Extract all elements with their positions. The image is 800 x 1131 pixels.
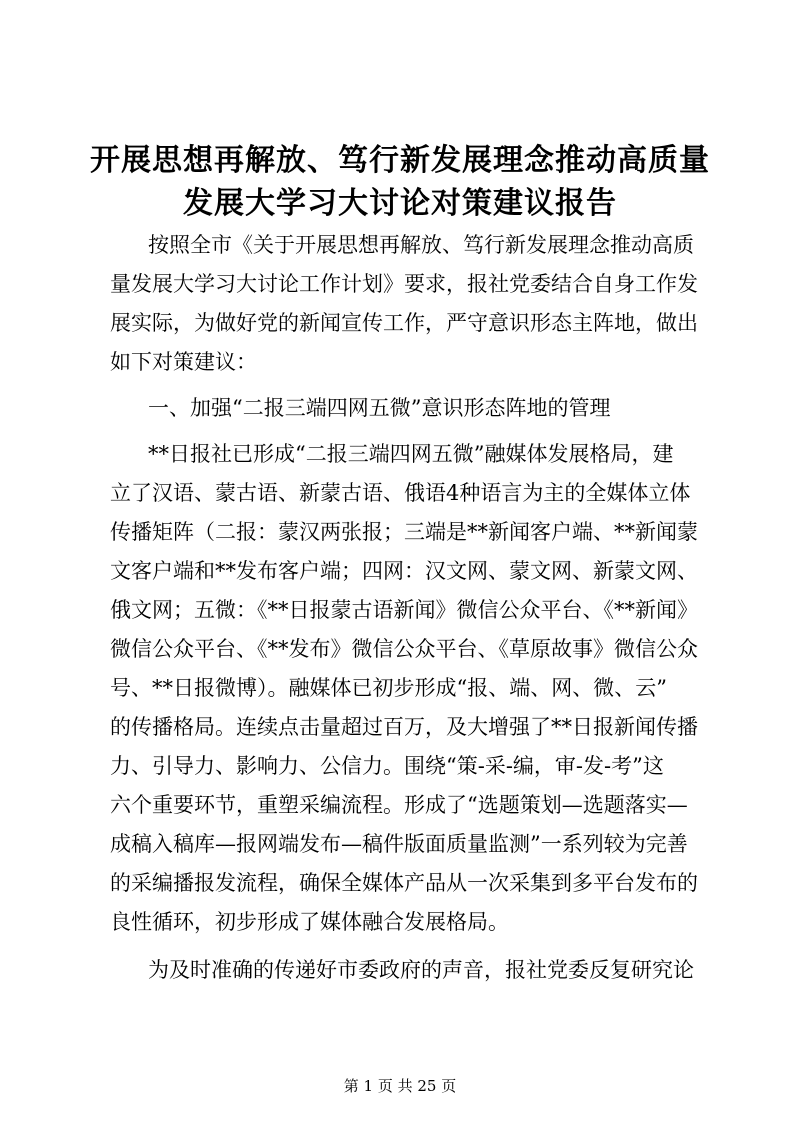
paragraph-line: 量发展大学习大讨论工作计划》要求，报社党委结合自身工作发 — [110, 272, 698, 296]
paragraph-line: 按照全市《关于开展思想再解放、笃行新发展理念推动高质 — [148, 233, 694, 257]
document-title-line-1: 开展思想再解放、笃行新发展理念推动高质量 — [90, 143, 710, 178]
paragraph-line: 为及时准确的传递好市委政府的声音，报社党委反复研究论 — [148, 958, 694, 982]
paragraph-line: 力、引导力、影响力、公信力。围绕“策-采-编，审-发-考”这 — [110, 754, 664, 778]
section-heading: 一、加强“二报三端四网五微”意识形态阵地的管理 — [148, 396, 611, 420]
paragraph-line: 成稿入稿库—报网端发布—稿件版面质量监测”一系列较为完善 — [110, 832, 688, 856]
paragraph-line: 的采编播报发流程，确保全媒体产品从一次采集到多平台发布的 — [110, 871, 698, 895]
paragraph-line: 展实际，为做好党的新闻宣传工作，严守意识形态主阵地，做出 — [110, 311, 698, 335]
paragraph-line: 如下对策建议： — [110, 350, 257, 374]
document-title-line-2: 发展大学习大讨论对策建议报告 — [183, 186, 617, 221]
paragraph-line: 的传播格局。连续点击量超过百万，及大增强了**日报新闻传播 — [110, 715, 698, 739]
paragraph-line: 良性循环，初步形成了媒体融合发展格局。 — [110, 910, 509, 934]
paragraph-line: 微信公众平台、《**发布》微信公众平台、《草原故事》微信公众 — [110, 637, 698, 661]
paragraph-line: **日报社已形成“二报三端四网五微”融媒体发展格局，建 — [148, 442, 674, 466]
paragraph-line: 传播矩阵（二报：蒙汉两张报；三端是**新闻客户端、**新闻蒙 — [110, 520, 698, 544]
paragraph-line: 六个重要环节，重塑采编流程。形成了“选题策划—选题落实— — [110, 793, 688, 817]
paragraph-line: 立了汉语、蒙古语、新蒙古语、俄语4种语言为主的全媒体立体 — [110, 481, 691, 505]
paragraph-line: 文客户端和**发布客户端；四网：汉文网、蒙文网、新蒙文网、 — [110, 559, 698, 583]
paragraph-line: 俄文网；五微：《**日报蒙古语新闻》微信公众平台、《**新闻》 — [110, 598, 698, 622]
page-number-footer: 第 1 页 共 25 页 — [343, 1077, 457, 1095]
paragraph-line: 号、**日报微博）。融媒体已初步形成“报、端、网、微、云” — [110, 676, 667, 700]
